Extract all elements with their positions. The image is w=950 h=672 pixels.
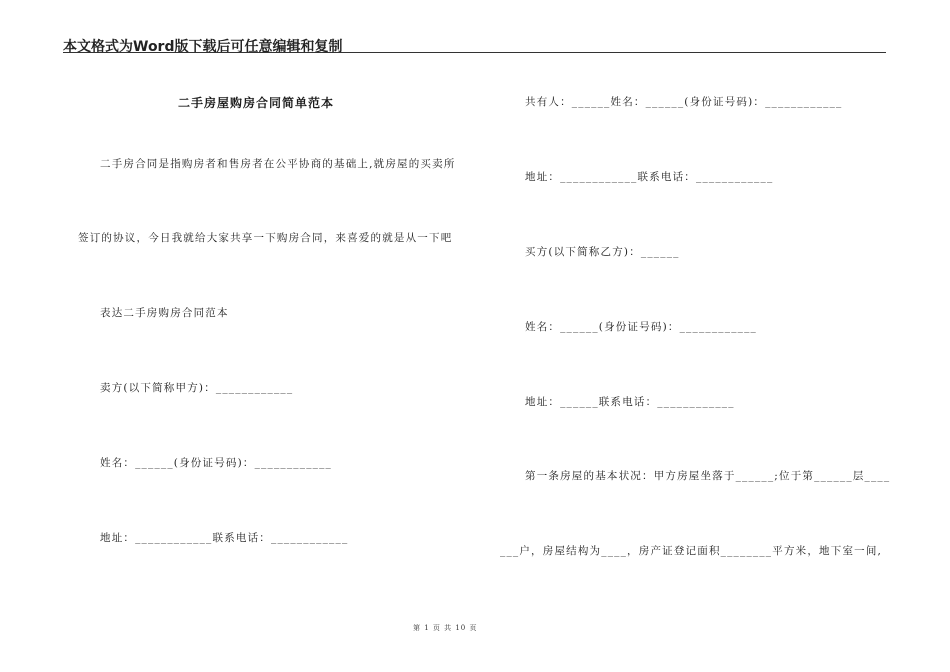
seller-name-line: 姓名：______(身份证号码)：____________ <box>100 457 332 469</box>
clause-one-line: 第一条房屋的基本状况：甲方房屋坐落于______;位于第______层____ <box>525 470 891 482</box>
left-paragraph-line: 表达二手房购房合同范本 <box>100 307 229 319</box>
header-rule <box>63 52 886 53</box>
buyer-line: 买方(以下简称乙方)：______ <box>525 246 680 258</box>
seller-address-line: 地址：____________联系电话：____________ <box>100 532 349 544</box>
left-paragraph-line: 签订的协议，今日我就给大家共享一下购房合同，来喜爱的就是从一下吧 <box>78 232 453 244</box>
buyer-address-line: 地址：______联系电话：____________ <box>525 396 735 408</box>
left-paragraph-line: 二手房合同是指购房者和售房者在公平协商的基础上,就房屋的买卖所 <box>100 158 456 170</box>
co-owner-address-line: 地址：____________联系电话：____________ <box>525 171 774 183</box>
clause-one-continued-line: ___户，房屋结构为____，房产证登记面积________平方米，地下室一间, <box>500 545 883 557</box>
page-footer: 第 1 页 共 10 页 <box>413 624 478 632</box>
buyer-name-line: 姓名：______(身份证号码)：____________ <box>525 321 757 333</box>
seller-line: 卖方(以下简称甲方)：____________ <box>100 382 294 394</box>
co-owner-line: 共有人：______姓名：______(身份证号码)：____________ <box>525 96 843 108</box>
banner-text: 本文格式为Word版下载后可任意编辑和复制 <box>63 39 343 55</box>
document-title: 二手房屋购房合同简单范本 <box>178 96 335 110</box>
